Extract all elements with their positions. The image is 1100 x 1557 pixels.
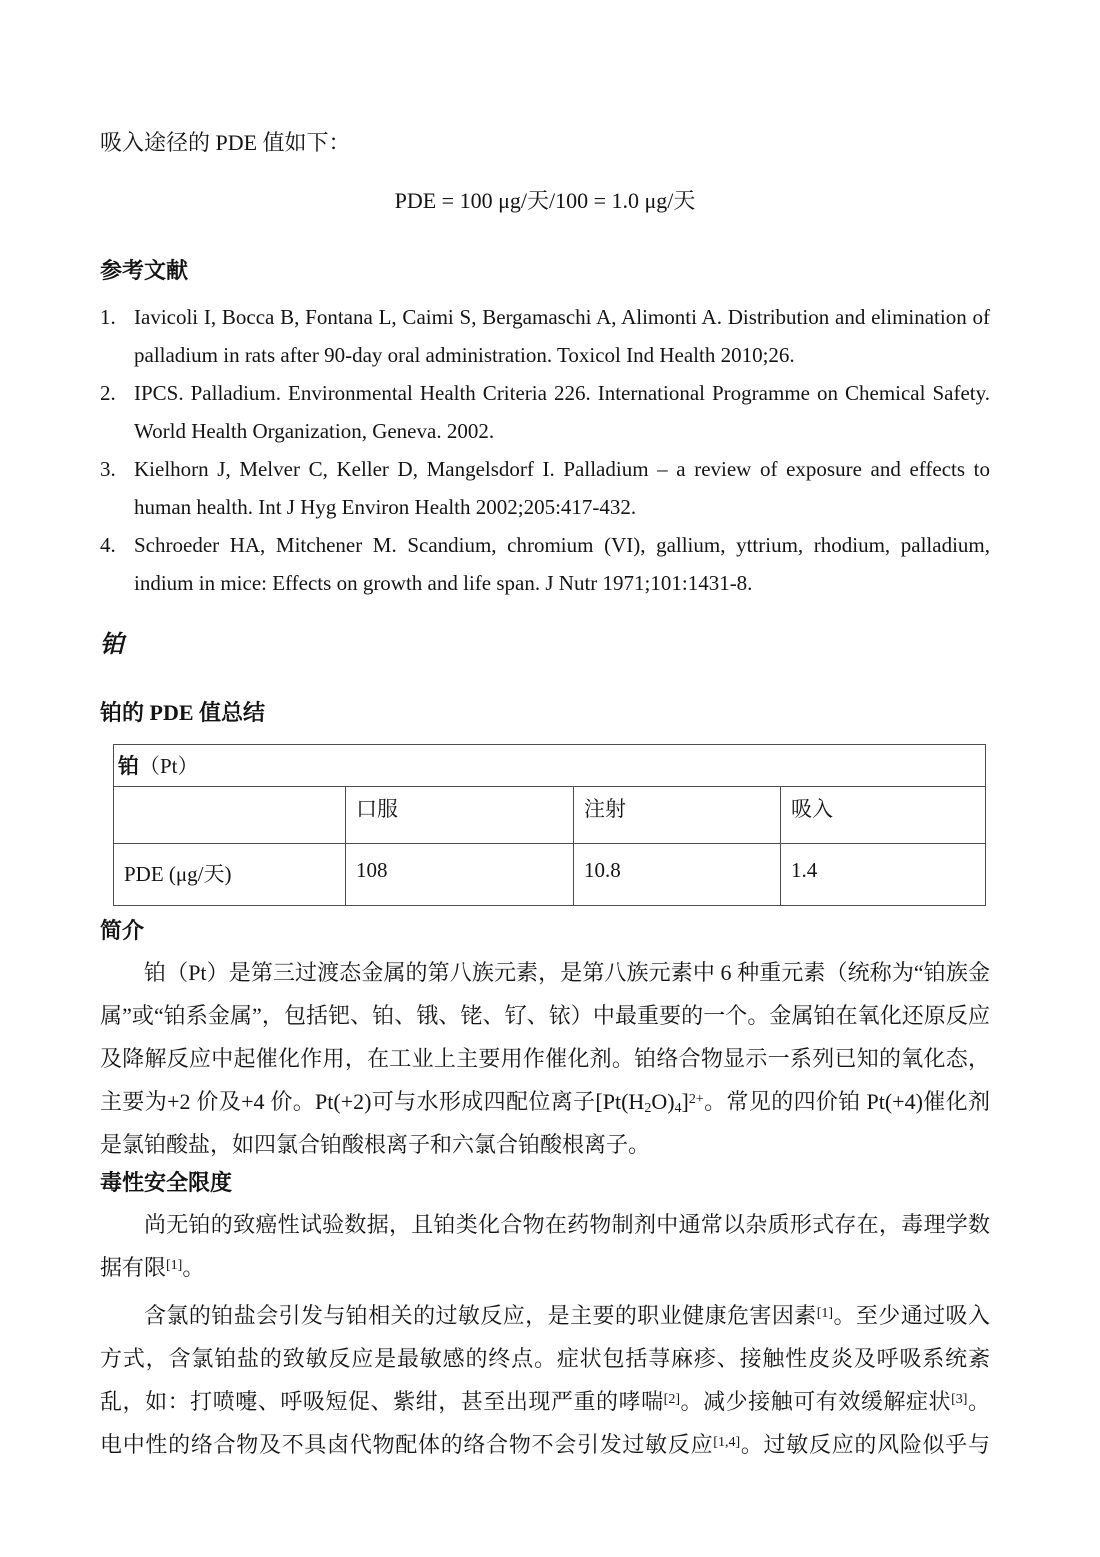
reference-text: Iavicoli I, Bocca B, Fontana L, Caimi S, Bergamaschi A, Alimonti A. Distribution and elimination of palladium in rats after 90-day oral administration. Toxicol Ind Health 2010;26.: [134, 305, 990, 367]
table-header-row: [114, 787, 986, 844]
pde-summary-heading: 铂的 PDE 值总结: [100, 700, 266, 725]
table-header-inhalation: 吸入: [781, 787, 986, 844]
pde-formula: PDE = 100 μg/天/100 = 1.0 μg/天: [394, 188, 696, 213]
toxicity-paragraph-2: 含氯的铂盐会引发与铂相关的过敏反应，是主要的职业健康危害因素[1]。至少通过吸入方式，含氯铂盐的致敏反应是最敏感的终点。症状包括荨麻疹、接触性皮炎及呼吸系统紊乱，如：打喷嚏、呼吸短促、紫绀，甚至出现严重的哮喘[2]。减少接触可有效缓解症状[3]。电中性的络合物及不具卤代物配体的络合物不会引发过敏反应[1,4]。过敏反应的风险似乎与: [100, 1303, 990, 1457]
table-title-cell: 铂（Pt）: [114, 745, 986, 787]
reference-item: [100, 298, 990, 374]
reference-number: 2.: [100, 381, 116, 405]
references-list: [100, 298, 990, 602]
table-value-row: [114, 844, 986, 906]
toxicity-heading: 毒性安全限度: [100, 1170, 233, 1195]
table-header-empty: [114, 787, 346, 844]
pde-row-label: PDE (μg/天): [114, 844, 346, 906]
reference-number: 4.: [100, 533, 116, 557]
lead-line: 吸入途径的 PDE 值如下：: [100, 130, 351, 155]
toxicity-paragraph-1: 尚无铂的致癌性试验数据，且铂类化合物在药物制剂中通常以杂质形式存在，毒理学数据有限[1]。: [100, 1212, 990, 1280]
pde-oral-value: 108: [346, 844, 574, 906]
table-header-parenteral: 注射: [574, 787, 781, 844]
reference-text: Kielhorn J, Melver C, Keller D, Mangelsdorf I. Palladium – a review of exposure and effects to human health. Int J Hyg Environ Health 2002;205:417-432.: [134, 457, 990, 519]
reference-number: 3.: [100, 457, 116, 481]
references-heading: 参考文献: [100, 258, 189, 283]
pde-parenteral-value: 10.8: [574, 844, 781, 906]
table-title-row: [114, 745, 986, 787]
intro-heading: 简介: [100, 918, 145, 943]
element-heading-platinum: 铂: [100, 632, 124, 658]
reference-item: [100, 374, 990, 450]
reference-item: [100, 526, 990, 602]
table-header-oral: 口服: [346, 787, 574, 844]
pde-inhalation-value: 1.4: [781, 844, 986, 906]
reference-item: [100, 450, 990, 526]
reference-text: Schroeder HA, Mitchener M. Scandium, chromium (VI), gallium, yttrium, rhodium, palladium, indium in mice: Effects on growth and life span. J Nutr 1971;101:1431-8.: [134, 533, 990, 595]
reference-text: IPCS. Palladium. Environmental Health Criteria 226. International Programme on Chemical Safety. World Health Organization, Geneva. 2002.: [134, 381, 990, 443]
pde-summary-table: [113, 744, 986, 906]
reference-number: 1.: [100, 305, 116, 329]
intro-paragraph: 铂（Pt）是第三过渡态金属的第八族元素，是第八族元素中 6 种重元素（统称为“铂族金属”或“铂系金属”，包括钯、铂、锇、铑、钌、铱）中最重要的一个。金属铂在氧化还原反应及降解反应中起催化作用，在工业上主要用作催化剂。铂络合物显示一系列已知的氧化态，主要为+2 价及+4 价。Pt(+2)可与水形成四配位离子$[Pt(H_2O)_4]^{2+}$。常见的四价铂 Pt(+4)催化剂是氯铂酸盐，如四氯合铂酸根离子和六氯合铂酸根离子。: [100, 960, 990, 1157]
